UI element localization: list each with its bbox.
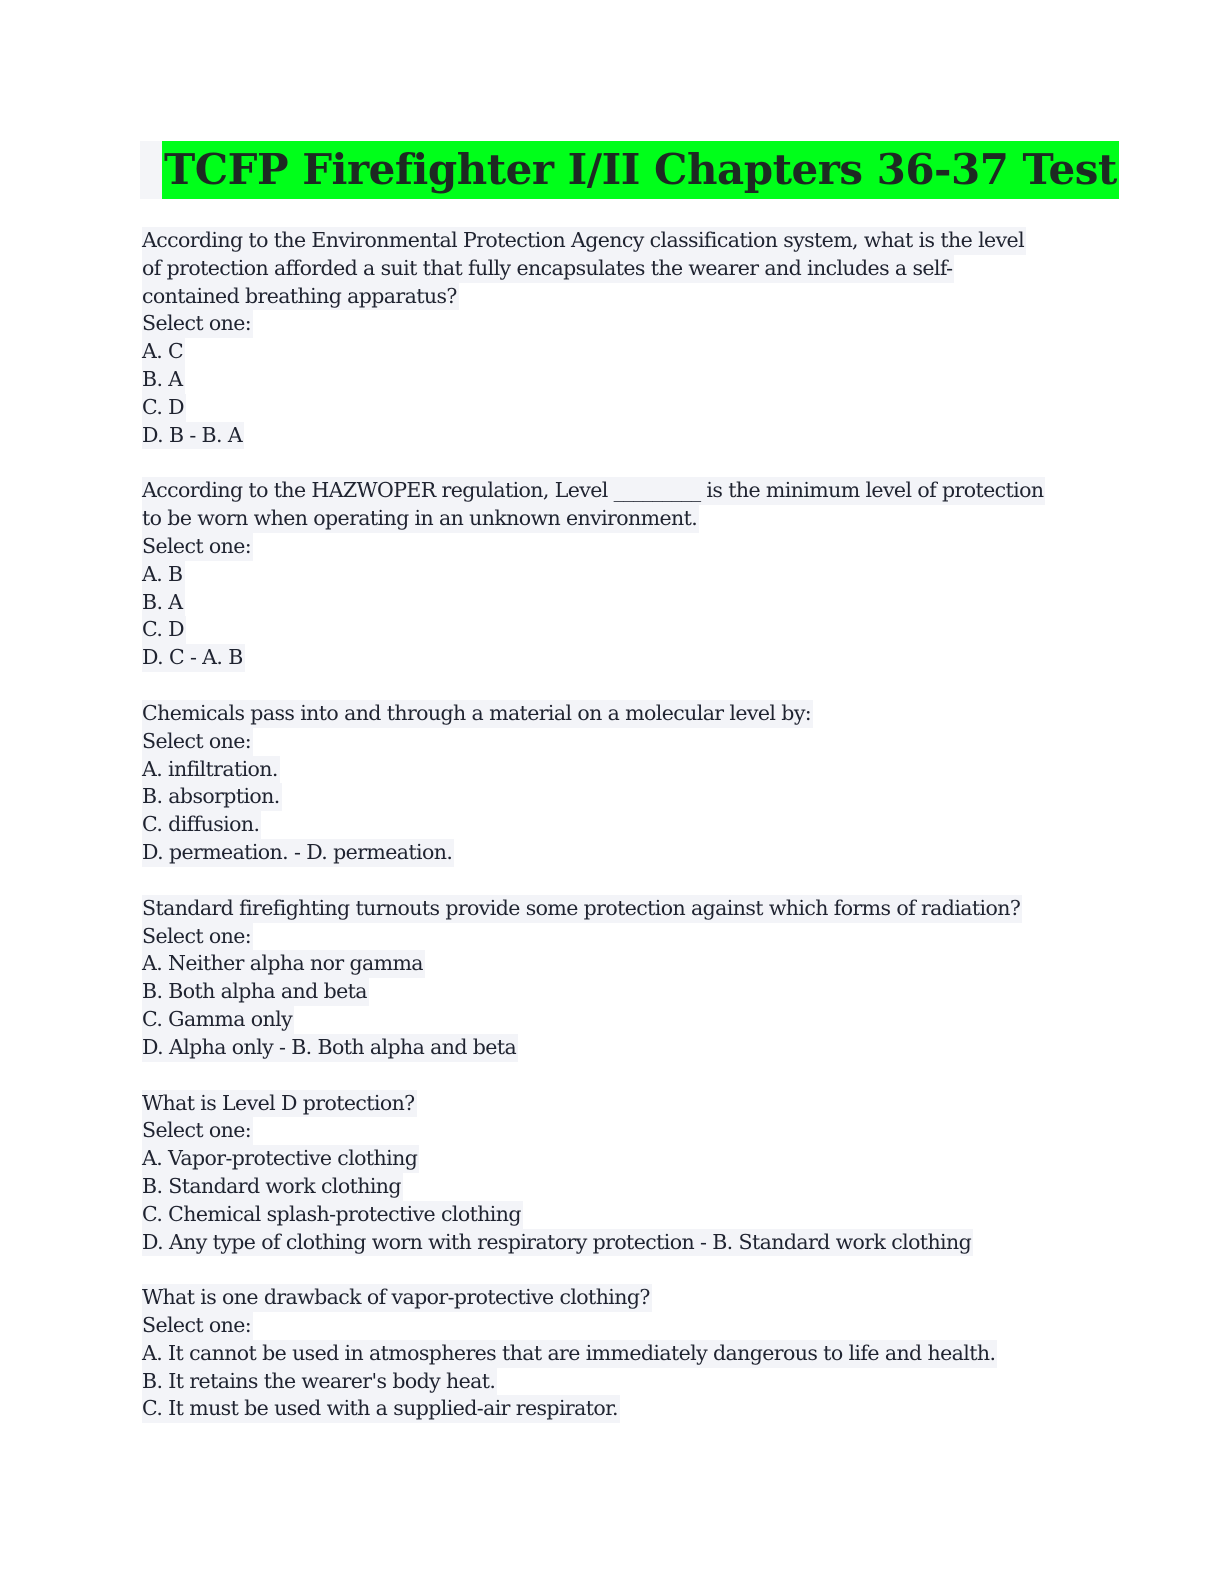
answer-option: D. B - B. A: [142, 422, 244, 450]
answer-option: A. Neither alpha nor gamma: [142, 950, 425, 978]
answer-option: B. Standard work clothing: [142, 1173, 403, 1201]
question-text-line: According to the Environmental Protection Agency classification system, what is the level: [142, 227, 1026, 255]
question-block: [142, 1284, 1082, 1423]
question-block: [142, 895, 1082, 1062]
question-block: [142, 1090, 1082, 1257]
question-list: [142, 227, 1082, 1451]
answer-option: B. absorption.: [142, 783, 282, 811]
select-prompt: Select one:: [142, 533, 253, 561]
question-text-line: to be worn when operating in an unknown environment.: [142, 505, 699, 533]
answer-option: A. B: [142, 561, 185, 589]
answer-option: D. permeation. - D. permeation.: [142, 839, 454, 867]
question-text-line: Chemicals pass into and through a material on a molecular level by:: [142, 700, 813, 728]
answer-option: B. A: [142, 589, 185, 617]
select-prompt: Select one:: [142, 1312, 253, 1340]
question-block: [142, 227, 1082, 449]
select-prompt: Select one:: [142, 1117, 253, 1145]
select-prompt: Select one:: [142, 728, 253, 756]
question-text-line: Standard firefighting turnouts provide some protection against which forms of radiation?: [142, 895, 1022, 923]
answer-option: C. Gamma only: [142, 1006, 294, 1034]
answer-option: C. D: [142, 616, 186, 644]
answer-option: B. A: [142, 366, 185, 394]
question-text-line: of protection afforded a suit that fully encapsulates the wearer and includes a self-: [142, 255, 954, 283]
question-text-line: According to the HAZWOPER regulation, Level _________ is the minimum level of protection: [142, 477, 1045, 505]
question-block: [142, 700, 1082, 867]
question-text-line: What is Level D protection?: [142, 1090, 417, 1118]
question-block: [142, 477, 1082, 672]
answer-option: C. D: [142, 394, 186, 422]
answer-option: B. It retains the wearer's body heat.: [142, 1368, 497, 1396]
answer-option: A. Vapor-protective clothing: [142, 1145, 419, 1173]
answer-option: C. diffusion.: [142, 811, 261, 839]
answer-option: D. Alpha only - B. Both alpha and beta: [142, 1034, 518, 1062]
answer-option: A. It cannot be used in atmospheres that are immediately dangerous to life and health.: [142, 1340, 997, 1368]
select-prompt: Select one:: [142, 310, 253, 338]
question-text-line: What is one drawback of vapor-protective clothing?: [142, 1284, 652, 1312]
select-prompt: Select one:: [142, 923, 253, 951]
answer-option: A. C: [142, 338, 185, 366]
answer-option: C. Chemical splash-protective clothing: [142, 1201, 523, 1229]
answer-option: C. It must be used with a supplied-air respirator.: [142, 1395, 620, 1423]
answer-option: A. infiltration.: [142, 756, 280, 784]
answer-option: D. Any type of clothing worn with respiratory protection - B. Standard work clothing: [142, 1229, 973, 1257]
document-title: TCFP Firefighter I/II Chapters 36-37 Test: [162, 141, 1119, 199]
answer-option: D. C - A. B: [142, 644, 245, 672]
answer-option: B. Both alpha and beta: [142, 978, 369, 1006]
question-text-line: contained breathing apparatus?: [142, 283, 459, 311]
